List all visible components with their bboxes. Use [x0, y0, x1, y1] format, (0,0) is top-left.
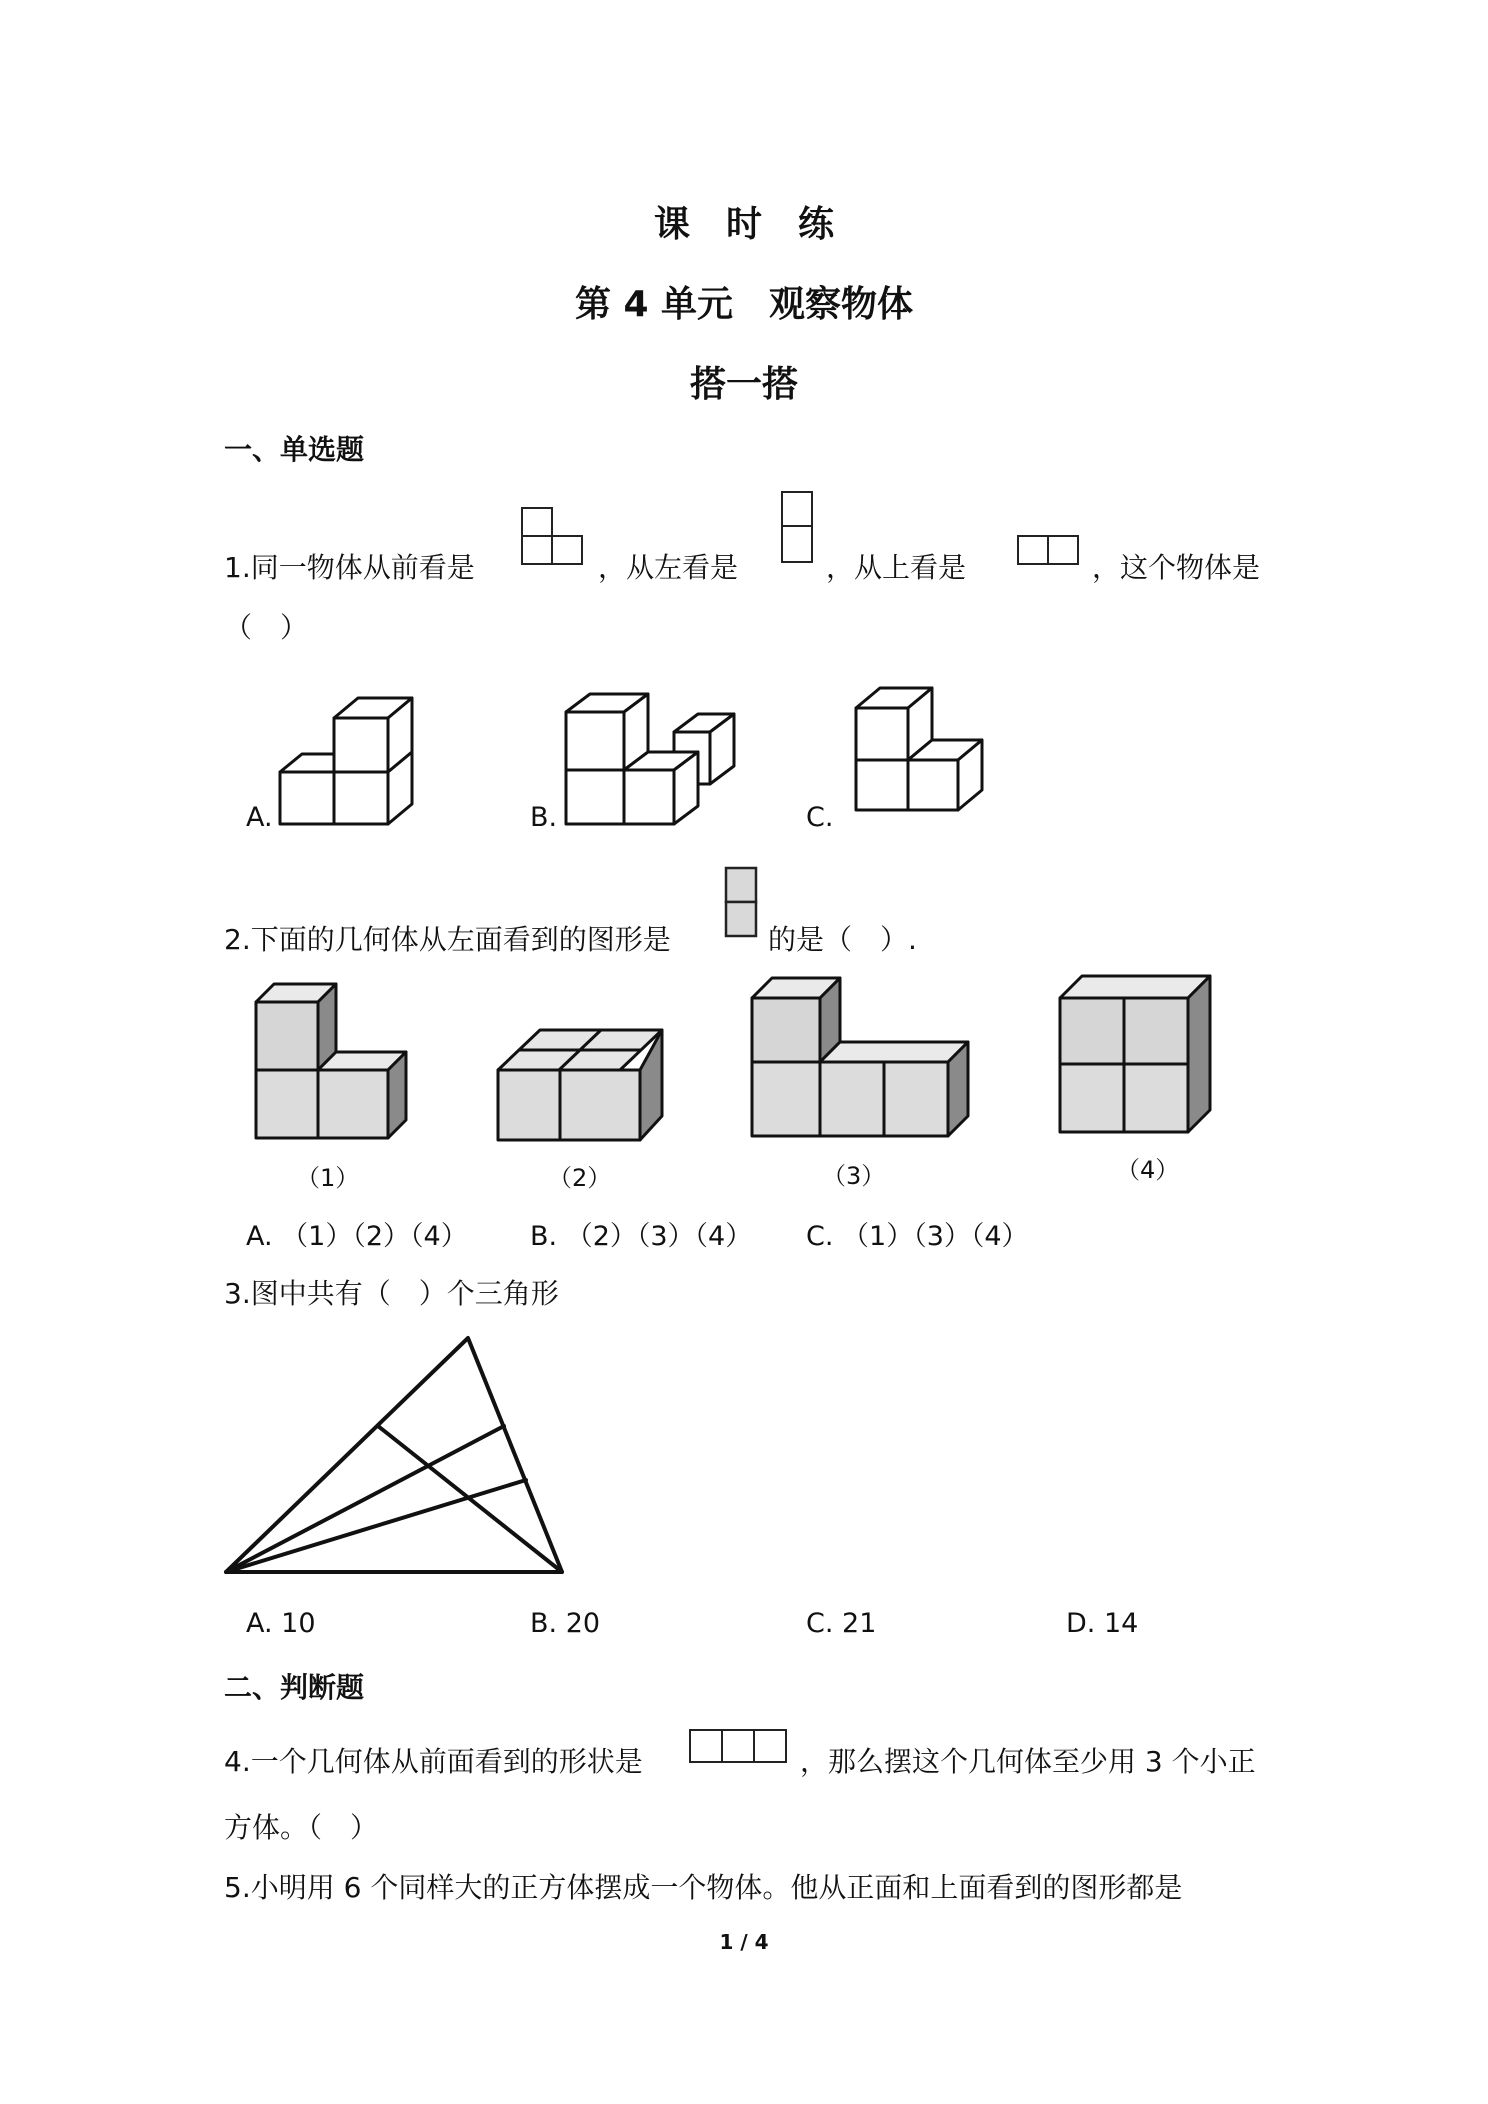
q2-caption-3: （3）: [822, 1162, 886, 1190]
q1-text-4: ，这个物体是: [1092, 551, 1261, 584]
q2-caption-4: （4）: [1116, 1156, 1180, 1184]
section-true-false: 二、判断题: [224, 1671, 365, 1704]
q2-figure-1: [254, 982, 412, 1142]
q4-text-3: 方体。（ ）: [224, 1811, 379, 1844]
q3-option-b[interactable]: B. 20: [530, 1608, 601, 1639]
q2-left-view-icon: [722, 866, 762, 940]
page-number: 1 / 4: [719, 1930, 769, 1954]
q1-left-view-icon: [778, 490, 818, 566]
q1-text-1: 1.同一物体从前看是: [224, 551, 475, 584]
q1-text-3: ，从上看是: [826, 551, 967, 584]
q2-text-2: 的是（ ）.: [768, 923, 917, 956]
q2-figure-4: [1056, 974, 1214, 1136]
section-single-choice: 一、单选题: [224, 433, 365, 466]
q3-option-a[interactable]: A. 10: [246, 1608, 316, 1639]
q1-front-view-icon: [520, 506, 586, 566]
q4-text-1: 4.一个几何体从前面看到的形状是: [224, 1745, 643, 1778]
q3-option-c[interactable]: C. 21: [806, 1608, 877, 1639]
q2-option-a[interactable]: A. （1）（2）（4）: [246, 1221, 468, 1252]
q2-figure-3: [750, 976, 972, 1140]
q1-option-c[interactable]: C.: [806, 802, 834, 833]
q1-text-5: （ ）: [224, 611, 309, 644]
q2-text-1: 2.下面的几何体从左面看到的图形是: [224, 923, 671, 956]
unit-title: 第 4 单元 观察物体: [574, 284, 914, 325]
q2-caption-2: （2）: [548, 1164, 612, 1192]
q2-figure-2: [496, 1028, 668, 1142]
q1-text-2: ，从左看是: [598, 551, 739, 584]
q5-text: 5.小明用 6 个同样大的正方体摆成一个物体。他从正面和上面看到的图形都是: [224, 1871, 1183, 1904]
q3-text: 3.图中共有（ ）个三角形: [224, 1277, 559, 1310]
q1-option-b-figure: [562, 692, 742, 826]
lesson-title: 搭一搭: [689, 364, 798, 405]
q1-option-c-figure: [852, 686, 988, 812]
page-title: 课 时 练: [653, 204, 834, 245]
q4-front-view-icon: [686, 1724, 794, 1768]
q1-option-a-figure: [278, 696, 418, 826]
q4-text-2: ，那么摆这个几何体至少用 3 个小正: [800, 1745, 1256, 1778]
q1-option-b[interactable]: B.: [530, 802, 558, 833]
q2-option-c[interactable]: C. （1）（3）（4）: [806, 1221, 1029, 1252]
q2-option-b[interactable]: B. （2）（3）（4）: [530, 1221, 753, 1252]
q2-caption-1: （1）: [296, 1164, 360, 1192]
q3-triangle-figure: [222, 1334, 570, 1578]
q3-option-d[interactable]: D. 14: [1066, 1608, 1139, 1639]
q1-top-view-icon: [1014, 532, 1084, 568]
q1-option-a[interactable]: A.: [246, 802, 273, 833]
